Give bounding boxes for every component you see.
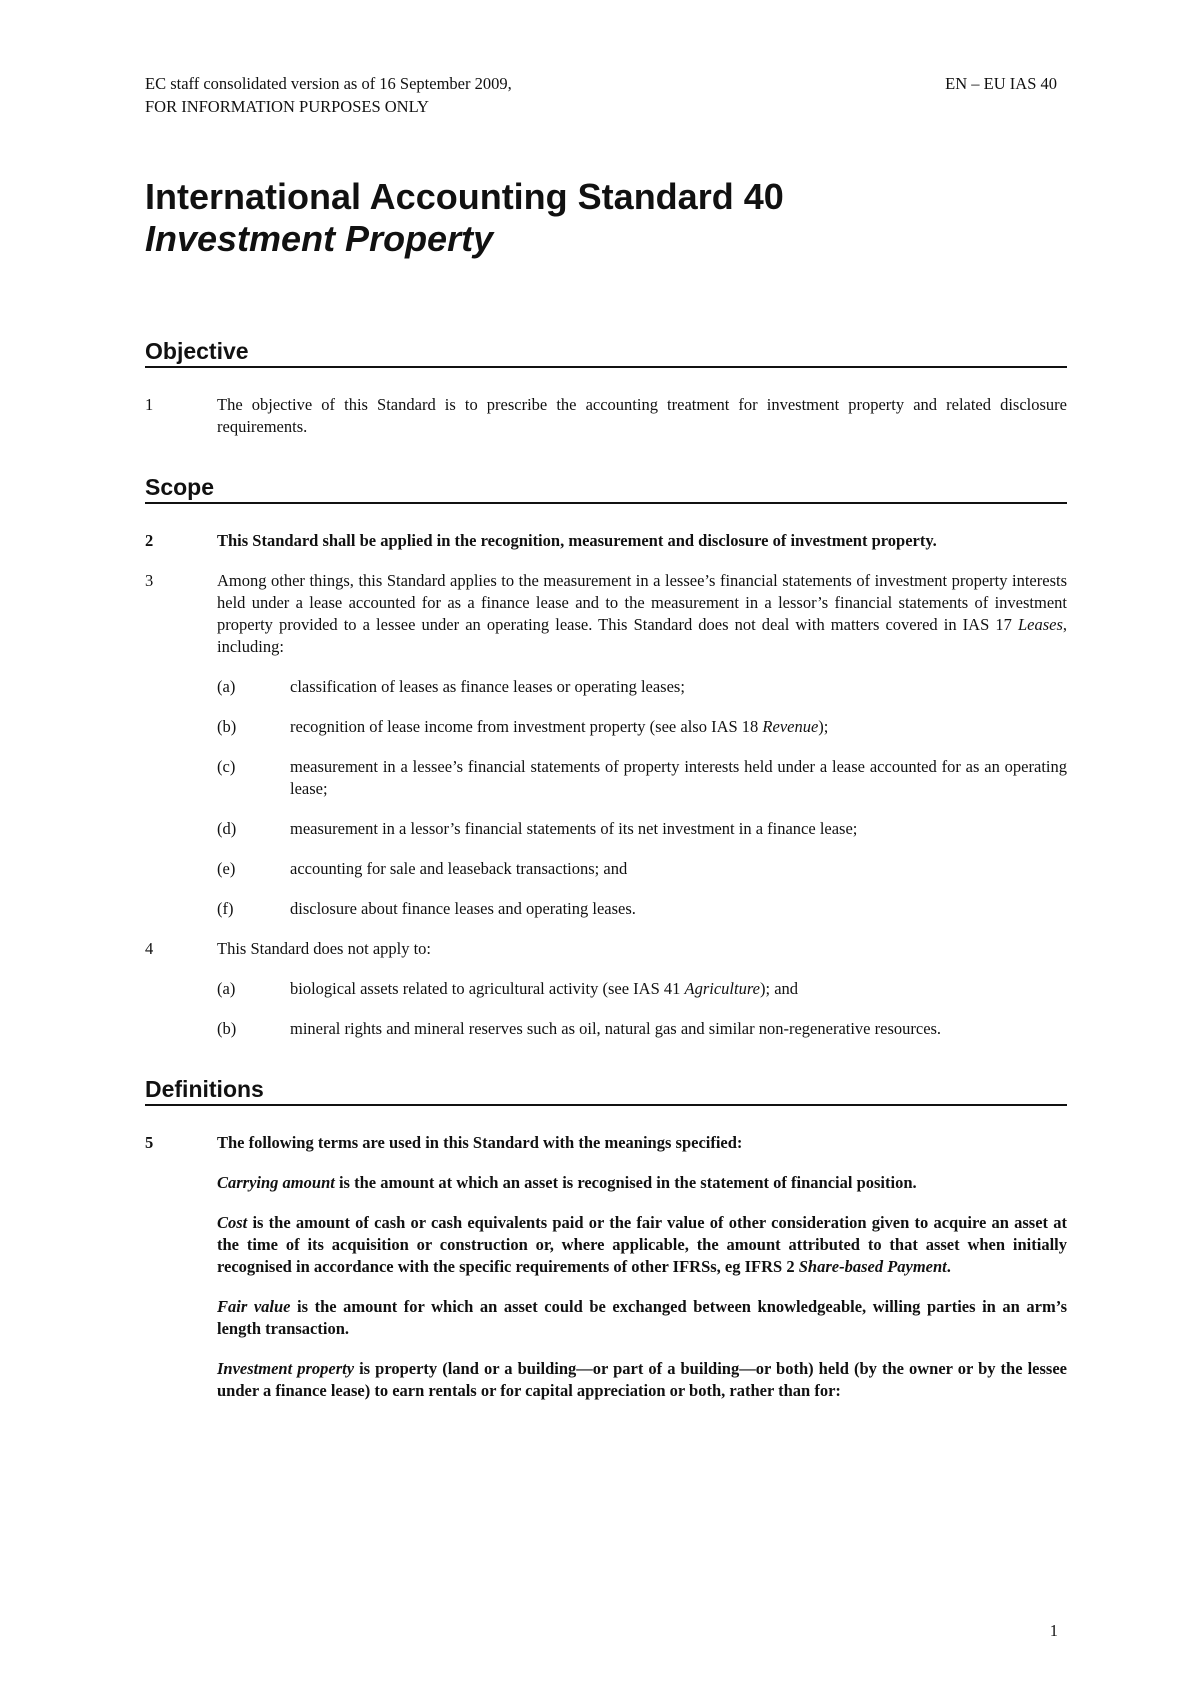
paragraph-text-italic: Leases: [1017, 615, 1063, 634]
paragraph-text: The objective of this Standard is to prescribe the accounting treatment for investment property and related disclosure requirements.: [217, 395, 1067, 436]
definition-term: Fair value: [217, 1297, 291, 1316]
paragraph-number: 5: [145, 1133, 154, 1152]
list-item-label: (e): [217, 859, 236, 878]
paragraph-number: 1: [145, 395, 154, 414]
list-item: [145, 716, 1067, 738]
section-heading-objective: Objective: [145, 336, 1067, 368]
title-subtitle: Investment Property: [145, 218, 494, 259]
definition-text-italic: Share-based Payment: [798, 1257, 947, 1276]
paragraph-4: [145, 938, 1067, 960]
paragraph-1: [145, 394, 1067, 438]
paragraph-text: This Standard does not apply to:: [217, 939, 432, 958]
list-item: [145, 858, 1067, 880]
list-item-text: mineral rights and mineral reserves such as oil, natural gas and similar non-regenerative resources.: [290, 1019, 942, 1038]
definition-term: Carrying amount: [217, 1173, 335, 1192]
definition-text: is the amount of cash or cash equivalents paid or the fair value of other consideration given to acquire an asset at the time of its acquisition or construction or, where applicable, the amount attributed to that asset when initially recognised in accordance with the specific requirements of other IFRSs, eg IFRS 2: [217, 1213, 1067, 1276]
header-standard-ref: EN – EU IAS 40: [945, 74, 1057, 93]
paragraph-text: , including:: [217, 615, 1067, 656]
list-item-text: accounting for sale and leaseback transactions; and: [290, 859, 628, 878]
definition-text: .: [946, 1257, 951, 1276]
section-heading-definitions: Definitions: [145, 1074, 1067, 1106]
paragraph-number: 3: [145, 571, 154, 590]
list-item-label: (d): [217, 819, 237, 838]
list-item-text: classification of leases as finance leases or operating leases;: [290, 677, 685, 696]
paragraph-text: Among other things, this Standard applies to the measurement in a lessee’s financial statements of investment property interests held under a lease accounted for as a finance lease and to the measurement in a lessor’s financial statements of investment property provided to a lessee under an operating lease. This Standard does not deal with matters covered in IAS 17: [217, 571, 1067, 634]
list-item-text: ); and: [759, 979, 799, 998]
list-item-text-italic: Agriculture: [684, 979, 760, 998]
definition-fair-value: [145, 1296, 1067, 1340]
list-item-label: (f): [217, 899, 234, 918]
title-main: International Accounting Standard 40: [145, 176, 784, 217]
list-item-label: (b): [217, 1019, 237, 1038]
header-information-notice: FOR INFORMATION PURPOSES ONLY: [145, 97, 429, 116]
list-item-label: (b): [217, 717, 237, 736]
list-item-text: measurement in a lessor’s financial statements of its net investment in a finance lease;: [290, 819, 858, 838]
paragraph-5: [145, 1132, 1067, 1154]
list-item: [145, 756, 1067, 800]
list-item-label: (a): [217, 979, 236, 998]
paragraph-text: This Standard shall be applied in the recognition, measurement and disclosure of investment property.: [217, 531, 937, 550]
list-item-text: measurement in a lessee’s financial statements of property interests held under a lease accounted for as an operating lease;: [290, 757, 1067, 798]
list-item: [145, 978, 1067, 1000]
list-item-label: (c): [217, 757, 236, 776]
definition-term: Investment property: [217, 1359, 355, 1378]
definition-text: is the amount at which an asset is recognised in the statement of financial position.: [334, 1173, 917, 1192]
definition-term: Cost: [217, 1213, 248, 1232]
definition-carrying-amount: [145, 1172, 1067, 1194]
list-item-text: disclosure about finance leases and operating leases.: [290, 899, 636, 918]
header-consolidated-version: EC staff consolidated version as of 16 September 2009,: [145, 74, 512, 93]
page-header: [145, 72, 1057, 118]
list-item: [145, 818, 1067, 840]
paragraph-text: The following terms are used in this Standard with the meanings specified:: [217, 1133, 743, 1152]
paragraph-3: [145, 570, 1067, 658]
document-title: [145, 176, 784, 260]
list-item-text-italic: Revenue: [762, 717, 819, 736]
definition-investment-property: [145, 1358, 1067, 1402]
paragraph-number: 2: [145, 531, 154, 550]
list-item: [145, 1018, 1067, 1040]
list-item-label: (a): [217, 677, 236, 696]
list-item-text: biological assets related to agricultural activity (see IAS 41: [290, 979, 685, 998]
page-number: 1: [1049, 1621, 1058, 1640]
list-item-text: recognition of lease income from investment property (see also IAS 18: [290, 717, 763, 736]
list-item: [145, 898, 1067, 920]
section-heading-scope: Scope: [145, 472, 1067, 504]
paragraph-2: [145, 530, 1067, 552]
definition-cost: [145, 1212, 1067, 1278]
list-item: [145, 676, 1067, 698]
paragraph-number: 4: [145, 939, 154, 958]
list-item-text: );: [818, 717, 829, 736]
definition-text: is property (land or a building—or part of a building—or both) held (by the owner or by the lessee under a finance lease) to earn rentals or for capital appreciation or both, rather than for:: [217, 1359, 1067, 1400]
document-body: [145, 336, 1067, 1402]
definition-text: is the amount for which an asset could be exchanged between knowledgeable, willing parties in an arm’s length transaction.: [217, 1297, 1067, 1338]
